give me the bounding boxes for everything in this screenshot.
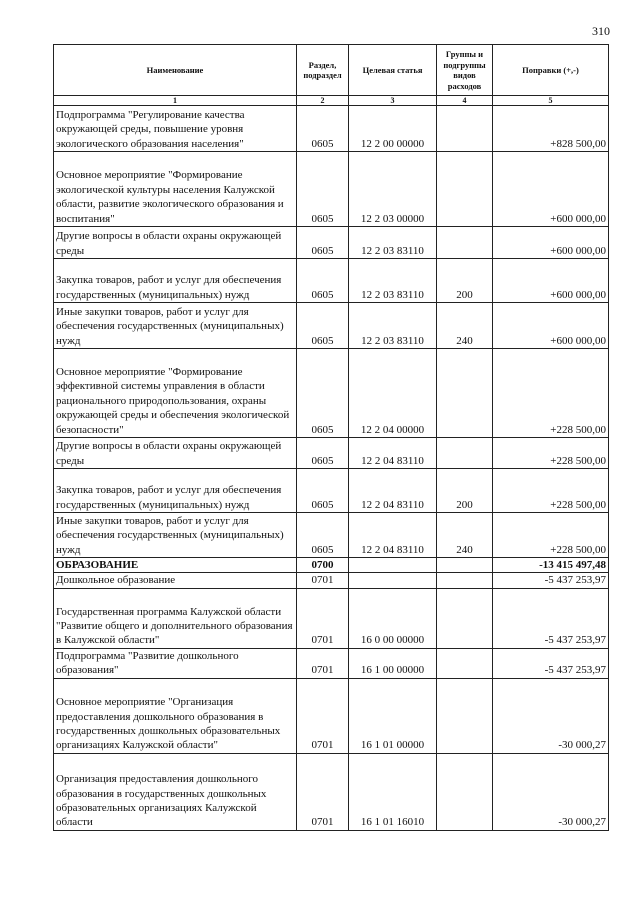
table-row — [54, 469, 609, 513]
row-section: 0605 — [297, 438, 349, 469]
row-target-item: 16 0 00 00000 — [349, 588, 437, 648]
row-amount: +600 000,00 — [493, 259, 609, 303]
row-section: 0605 — [297, 227, 349, 259]
row-target-item: 12 2 03 83110 — [349, 303, 437, 349]
page-number: 310 — [592, 24, 610, 38]
row-expense-group — [437, 349, 493, 438]
column-number: 5 — [493, 96, 609, 106]
row-amount: -5 437 253,97 — [493, 648, 609, 678]
column-number: 1 — [54, 96, 297, 106]
row-target-item: 12 2 00 00000 — [349, 106, 437, 152]
row-target-item: 12 2 04 83110 — [349, 469, 437, 513]
row-section: 0605 — [297, 259, 349, 303]
column-number: 3 — [349, 96, 437, 106]
row-expense-group — [437, 438, 493, 469]
row-section: 0701 — [297, 753, 349, 830]
header-expense-group: Группы и подгруппы видов расходов — [437, 45, 493, 96]
row-name: Основное мероприятие "Формирование экологической культуры населения Калужской области, развитие экологического образования и воспитания" — [54, 152, 297, 227]
row-section: 0701 — [297, 588, 349, 648]
table-row — [54, 349, 609, 438]
budget-table — [53, 44, 609, 831]
row-name: Основное мероприятие "Формирование эффективной системы управления в области рационального природопользования, охраны окружающей среды и обеспечения экологической безопасности" — [54, 349, 297, 438]
row-expense-group — [437, 227, 493, 259]
column-number: 4 — [437, 96, 493, 106]
column-number: 2 — [297, 96, 349, 106]
row-name: ОБРАЗОВАНИЕ — [54, 558, 297, 573]
row-target-item: 12 2 04 00000 — [349, 349, 437, 438]
table-row — [54, 152, 609, 227]
header-name: Наименование — [54, 45, 297, 96]
column-numbers-row — [54, 96, 609, 106]
row-target-item: 16 1 01 16010 — [349, 753, 437, 830]
row-name: Подпрограмма "Регулирование качества окружающей среды, повышение уровня экологического образования населения" — [54, 106, 297, 152]
table-row — [54, 513, 609, 558]
row-section: 0701 — [297, 573, 349, 588]
row-amount: -30 000,27 — [493, 753, 609, 830]
row-expense-group — [437, 573, 493, 588]
row-amount: +228 500,00 — [493, 513, 609, 558]
table-row — [54, 648, 609, 678]
row-name: Государственная программа Калужской области "Развитие общего и дополнительного образования в Калужской области" — [54, 588, 297, 648]
row-section: 0700 — [297, 558, 349, 573]
table-row — [54, 438, 609, 469]
row-section: 0605 — [297, 349, 349, 438]
table-row — [54, 303, 609, 349]
row-section: 0701 — [297, 648, 349, 678]
header-amendments: Поправки (+,-) — [493, 45, 609, 96]
row-amount: -5 437 253,97 — [493, 588, 609, 648]
row-target-item: 16 1 00 00000 — [349, 648, 437, 678]
row-target-item — [349, 573, 437, 588]
row-name: Основное мероприятие "Организация предоставления дошкольного образования в государственных дошкольных образовательных организациях Калужской области" — [54, 678, 297, 753]
row-target-item: 12 2 04 83110 — [349, 513, 437, 558]
row-expense-group: 240 — [437, 513, 493, 558]
row-section: 0605 — [297, 152, 349, 227]
table-row — [54, 106, 609, 152]
table-row — [54, 588, 609, 648]
header-target-item: Целевая статья — [349, 45, 437, 96]
table-row — [54, 753, 609, 830]
row-section: 0605 — [297, 469, 349, 513]
row-name: Иные закупки товаров, работ и услуг для обеспечения государственных (муниципальных) нужд — [54, 513, 297, 558]
row-amount: +228 500,00 — [493, 469, 609, 513]
row-name: Дошкольное образование — [54, 573, 297, 588]
row-target-item: 12 2 03 83110 — [349, 259, 437, 303]
row-target-item: 12 2 03 00000 — [349, 152, 437, 227]
row-amount: +228 500,00 — [493, 438, 609, 469]
table-row — [54, 558, 609, 573]
row-amount: +600 000,00 — [493, 303, 609, 349]
row-name: Другие вопросы в области охраны окружающей среды — [54, 438, 297, 469]
row-expense-group: 200 — [437, 259, 493, 303]
row-section: 0701 — [297, 678, 349, 753]
row-amount: +600 000,00 — [493, 227, 609, 259]
row-target-item: 16 1 01 00000 — [349, 678, 437, 753]
header-row — [54, 45, 609, 96]
row-expense-group: 240 — [437, 303, 493, 349]
row-section: 0605 — [297, 106, 349, 152]
table-row — [54, 227, 609, 259]
row-name: Закупка товаров, работ и услуг для обеспечения государственных (муниципальных) нужд — [54, 259, 297, 303]
row-name: Организация предоставления дошкольного образования в государственных дошкольных образовательных организациях Калужской области — [54, 753, 297, 830]
row-amount: +228 500,00 — [493, 349, 609, 438]
table-row — [54, 259, 609, 303]
row-section: 0605 — [297, 303, 349, 349]
row-target-item — [349, 558, 437, 573]
row-expense-group — [437, 678, 493, 753]
row-expense-group — [437, 152, 493, 227]
table-row — [54, 678, 609, 753]
row-amount: -5 437 253,97 — [493, 573, 609, 588]
row-expense-group: 200 — [437, 469, 493, 513]
row-expense-group — [437, 648, 493, 678]
row-target-item: 12 2 03 83110 — [349, 227, 437, 259]
row-amount: -30 000,27 — [493, 678, 609, 753]
row-target-item: 12 2 04 83110 — [349, 438, 437, 469]
row-expense-group — [437, 558, 493, 573]
row-section: 0605 — [297, 513, 349, 558]
row-expense-group — [437, 753, 493, 830]
row-expense-group — [437, 106, 493, 152]
header-section: Раздел, подраздел — [297, 45, 349, 96]
row-expense-group — [437, 588, 493, 648]
row-name: Закупка товаров, работ и услуг для обеспечения государственных (муниципальных) нужд — [54, 469, 297, 513]
row-name: Иные закупки товаров, работ и услуг для обеспечения государственных (муниципальных) нужд — [54, 303, 297, 349]
row-amount: +828 500,00 — [493, 106, 609, 152]
row-name: Подпрограмма "Развитие дошкольного образования" — [54, 648, 297, 678]
table-row — [54, 573, 609, 588]
row-amount: +600 000,00 — [493, 152, 609, 227]
row-amount: -13 415 497,48 — [493, 558, 609, 573]
row-name: Другие вопросы в области охраны окружающей среды — [54, 227, 297, 259]
